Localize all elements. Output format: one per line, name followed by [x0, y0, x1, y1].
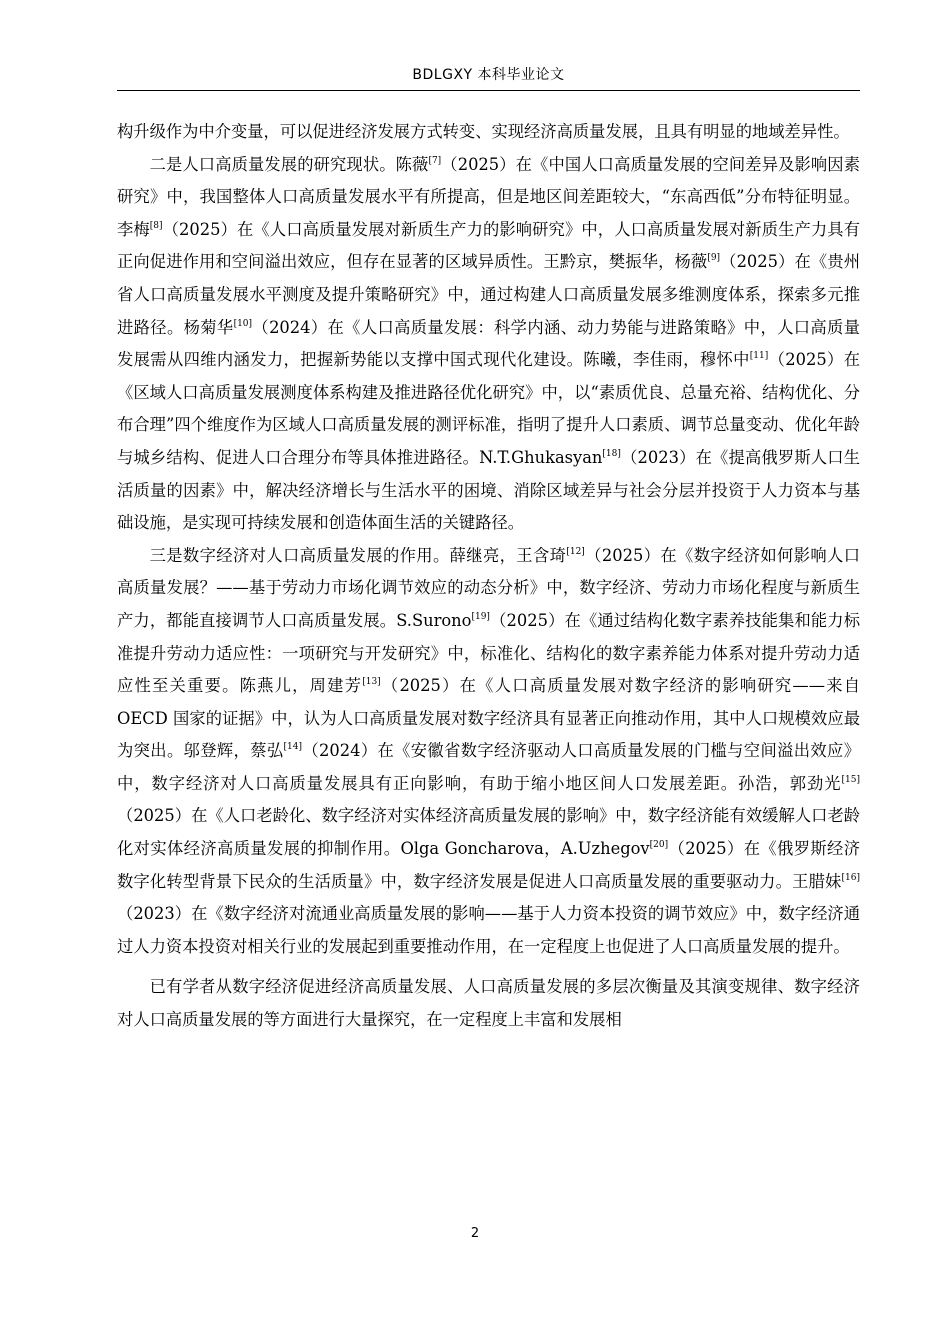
- text-run: （2025）在《数字经济如何影响人口高质量发展？——基于劳动力市场化调节效应的动态分析》中，数字经济、劳动力市场化程度与新质生产力，都能直接调节人口高质量发展。S.Surono: [117, 545, 860, 630]
- text-run: （2025）在《俄罗斯经济数字化转型背景下民众的生活质量》中，数字经济发展是促进人口高质量发展的重要驱动力。王腊妹: [117, 839, 861, 891]
- paragraph-continued: 构升级作为中介变量，可以促进经济发展方式转变、实现经济高质量发展，且具有明显的地域差异性。: [117, 122, 850, 141]
- citation-ref: [7]: [428, 155, 442, 166]
- text-run: 二是人口高质量发展的研究现状。陈薇: [149, 154, 429, 174]
- citation-ref: [13]: [362, 677, 381, 688]
- header-rule: [117, 90, 860, 91]
- citation-ref: [20]: [649, 840, 669, 851]
- citation-ref: [12]: [566, 546, 585, 557]
- text-run: （2025）在《人口高质量发展对新质生产力的影响研究》中，人口高质量发展对新质生产力具有正向促进作用和空间溢出效应，但存在显著的区域异质性。王黔京，樊振华，杨薇: [117, 219, 860, 272]
- text-run: 三是数字经济对人口高质量发展的作用。薛继亮，王含琦: [149, 545, 567, 565]
- text-run: （2025）在《贵州省人口高质量发展水平测度及提升策略研究》中，通过构建人口高质量发展多维测度体系，探索多元推进路径。杨菊华: [117, 252, 860, 337]
- paragraph-summary: 已有学者从数字经济促进经济高质量发展、人口高质量发展的多层次衡量及其演变规律、数字经济对人口高质量发展的等方面进行大量探究，在一定程度上丰富和发展相: [117, 977, 860, 1030]
- citation-ref: [8]: [149, 220, 163, 231]
- citation-ref: [16]: [841, 872, 860, 883]
- text-run: （2023）在《提高俄罗斯人口生活质量的因素》中，解决经济增长与生活水平的困境、消除区域差异与社会分层并投资于人力资本与基础设施，是实现可持续发展和创造体面生活的关键路径。: [117, 447, 861, 533]
- text-run: （2024）在《安徽省数字经济驱动人口高质量发展的门槛与空间溢出效应》中，数字经济对人口高质量发展具有正向影响，有助于缩小地区间人口发展差距。孙浩，郭劲光: [117, 741, 860, 793]
- text-run: （2025）在《通过结构化数字素养技能集和能力标准提升劳动力适应性：一项研究与开发研究》中，标准化、结构化的数字素养能力体系对提升劳动力适应性至关重要。陈燕儿，周建芳: [117, 610, 861, 696]
- text-run: （2024）在《人口高质量发展：科学内涵、动力势能与进路策略》中，人口高质量发展需从四维内涵发力，把握新势能以支撑中国式现代化建设。陈曦，李佳雨，穆怀中: [117, 317, 860, 370]
- text-run: （2025）在《区域人口高质量发展测度体系构建及推进路径优化研究》中，以“素质优良、总量充裕、结构优化、分布合理”四个维度作为区域人口高质量发展的测评标准，指明了提升人口素质、调节总量变动、优化年龄与城乡结构、促进人口合理分布等具体推进路径。N.T.Ghukasyan: [117, 350, 860, 467]
- paragraph-spacer: [117, 963, 860, 971]
- text-run: （2025）在《人口老龄化、数字经济对实体经济高质量发展的影响》中，数字经济能有效缓解人口老龄化对实体经济高质量发展的抑制作用。Olga Goncharova，A.Uzhegov: [117, 806, 860, 859]
- paragraph-digital-economy-role: [117, 540, 860, 964]
- citation-ref: [15]: [841, 774, 860, 785]
- text-run: （2025）在《人口高质量发展对数字经济的影响研究——来自 OECD 国家的证据》中，认为人口高质量发展对数字经济具有显著正向推动作用，其中人口规模效应最为突出。邬登辉，蔡弘: [117, 676, 861, 761]
- body-text: [117, 116, 860, 1037]
- citation-ref: [11]: [749, 351, 769, 362]
- citation-ref: [18]: [602, 448, 621, 459]
- page-header: BDLGXY 本科毕业论文: [412, 67, 565, 83]
- page-number: 2: [470, 1226, 480, 1241]
- text-run: （2023）在《数字经济对流通业高质量发展的影响——基于人力资本投资的调节效应》中，数字经济通过人力资本投资对相关行业的发展起到重要推动作用，在一定程度上也促进了人口高质量发展的提升。: [117, 904, 860, 956]
- paragraph-population-research: [117, 149, 860, 540]
- text-run: （2025）在《中国人口高质量发展的空间差异及影响因素研究》中，我国整体人口高质量发展水平有所提高，但是地区间差距较大，“东高西低”分布特征明显。李梅: [117, 154, 860, 239]
- citation-ref: [9]: [707, 253, 721, 264]
- citation-ref: [19]: [471, 611, 490, 622]
- citation-ref: [10]: [233, 318, 253, 329]
- citation-ref: [14]: [283, 742, 302, 753]
